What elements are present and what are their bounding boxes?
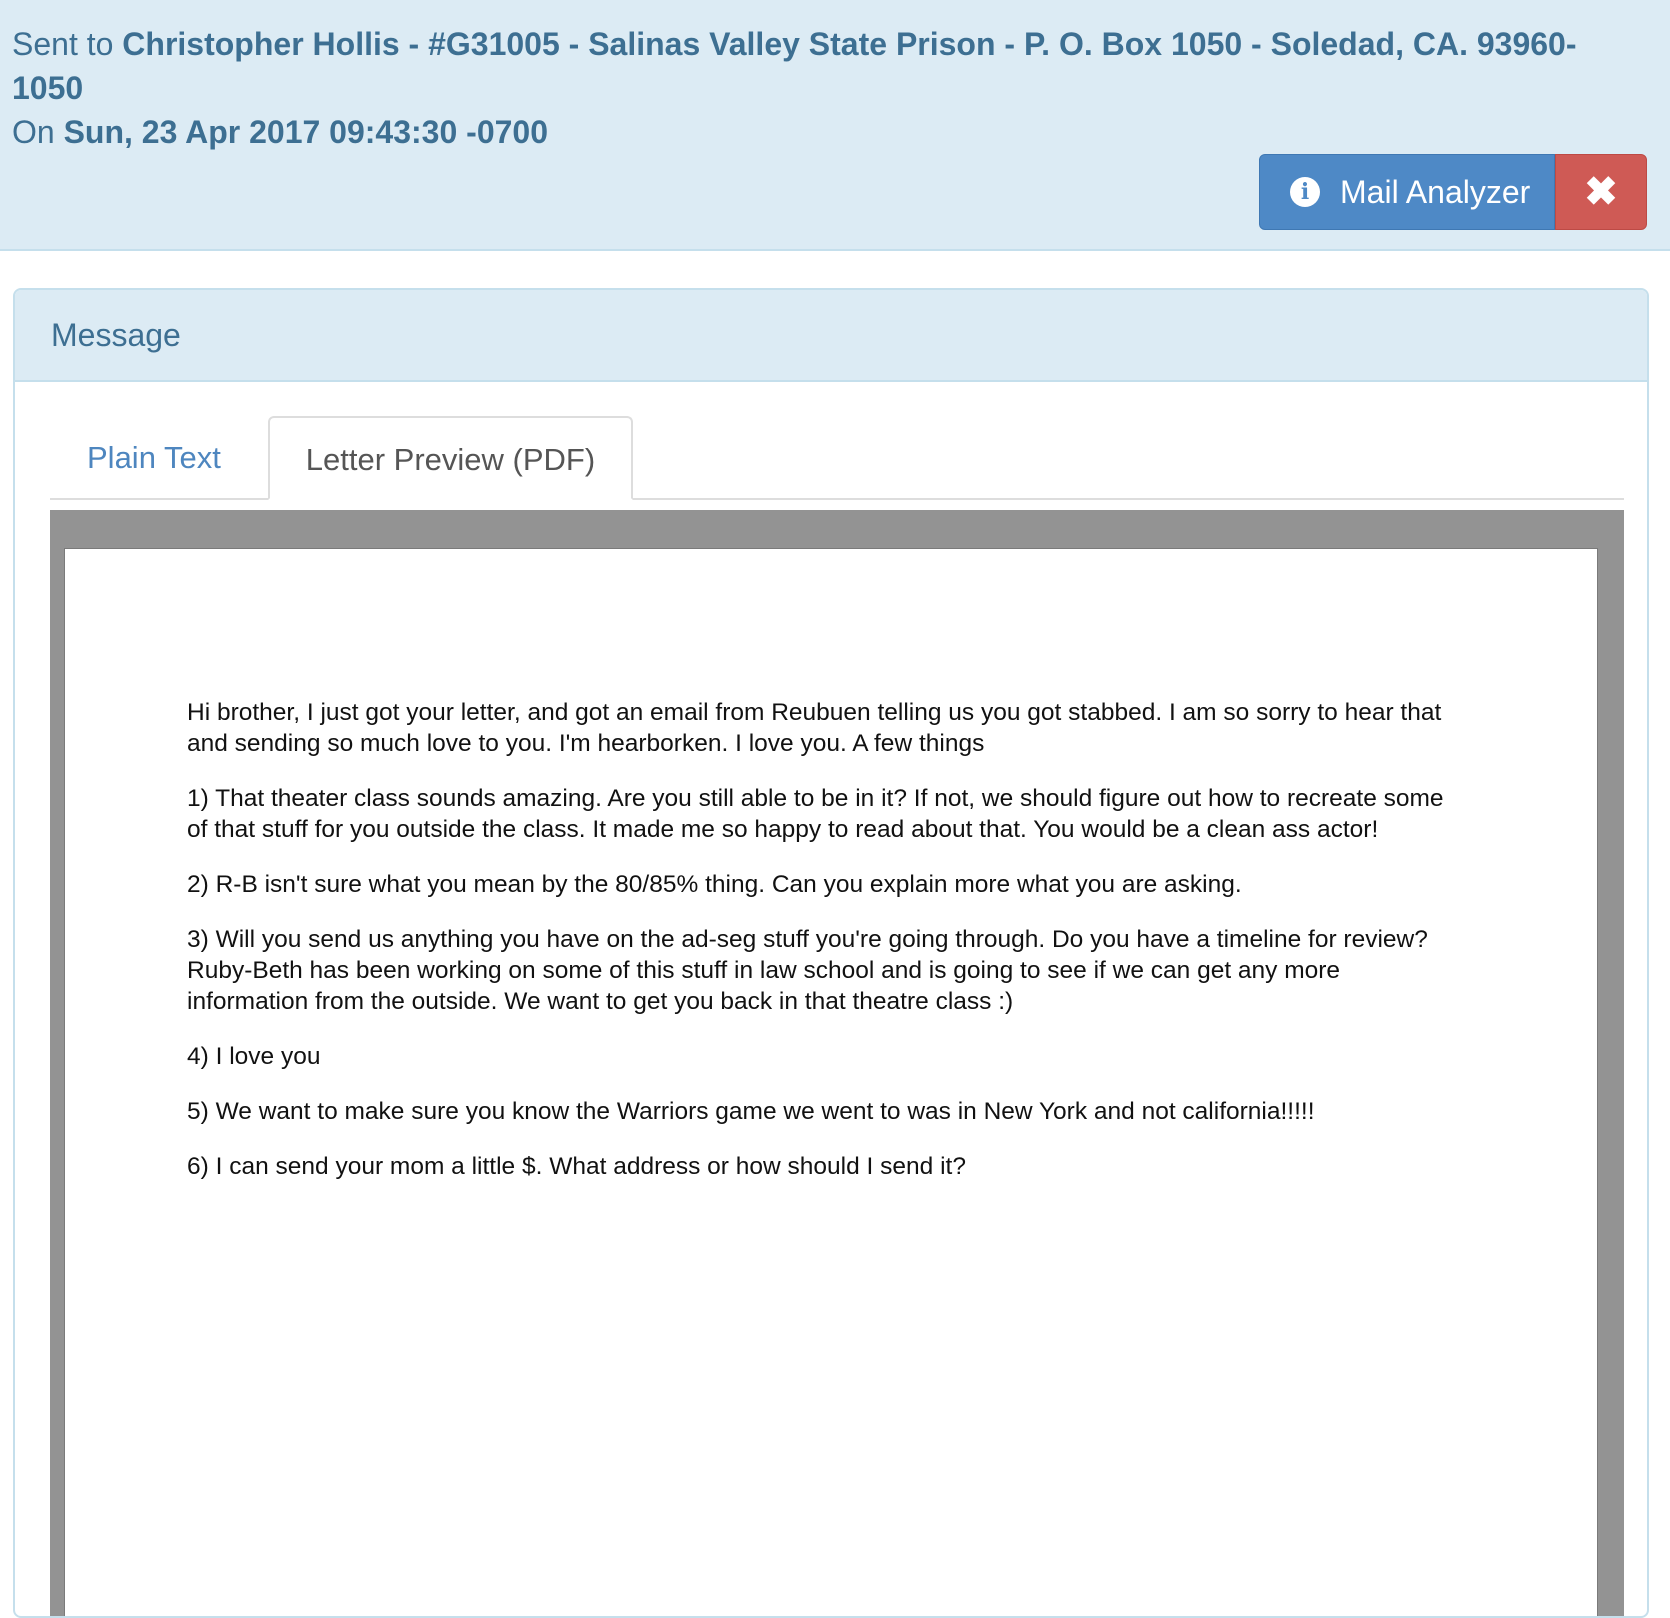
mail-header	[0, 0, 1670, 251]
sent-date-line	[12, 110, 548, 154]
info-circle-icon: i	[1290, 177, 1320, 207]
sent-prefix: Sent to	[12, 26, 114, 62]
letter-paragraph: Hi brother, I just got your letter, and got an email from Reubuen telling us you got stabbed. I am so sorry to hear that and sending so much love to you. I'm hearborken. I love you. A few things	[187, 699, 1442, 757]
on-prefix: On	[12, 114, 55, 150]
letter-paragraph: 2) R-B isn't sure what you mean by the 80/85% thing. Can you explain more what you are asking.	[187, 871, 1242, 898]
mail-analyzer-label: Mail Analyzer	[1340, 173, 1531, 210]
close-icon: ✖	[1584, 170, 1618, 214]
mail-analyzer-button[interactable]	[1259, 154, 1555, 230]
message-tabs	[50, 416, 1624, 500]
tab-letter-preview[interactable]: Letter Preview (PDF)	[268, 416, 633, 500]
letter-paragraph: 1) That theater class sounds amazing. Are you still able to be in it? If not, we should figure out how to recreate some of that stuff for you outside the class. It made me so happy to read about that. You would be a clean ass actor!	[187, 785, 1444, 843]
letter-paragraph: 6) I can send your mom a little $. What address or how should I send it?	[187, 1153, 966, 1180]
sent-date: Sun, 23 Apr 2017 09:43:30 -0700	[63, 114, 548, 150]
letter-paragraph: 3) Will you send us anything you have on the ad-seg stuff you're going through. Do you have a timeline for review? Ruby-Beth has been working on some of this stuff in law school and is going to see if we can get any more information from the outside. We want to get you back in that theatre class :)	[187, 926, 1428, 1015]
pdf-page	[64, 548, 1598, 1618]
header-actions	[1259, 154, 1647, 230]
letter-body	[187, 697, 1467, 1206]
pdf-viewer[interactable]	[50, 510, 1624, 1618]
panel-title: Message	[15, 290, 1647, 382]
letter-paragraph: 5) We want to make sure you know the Warriors game we went to was in New York and not california!!!!!	[187, 1098, 1315, 1125]
message-panel	[13, 288, 1649, 1618]
tab-plain-text[interactable]: Plain Text	[87, 440, 221, 475]
letter-paragraph: 4) I love you	[187, 1043, 321, 1070]
recipient-details: Christopher Hollis - #G31005 - Salinas Valley State Prison - P. O. Box 1050 - Soledad, CA. 93960-1050	[12, 26, 1577, 106]
recipient-line	[12, 22, 1632, 110]
close-button[interactable]	[1555, 154, 1647, 230]
